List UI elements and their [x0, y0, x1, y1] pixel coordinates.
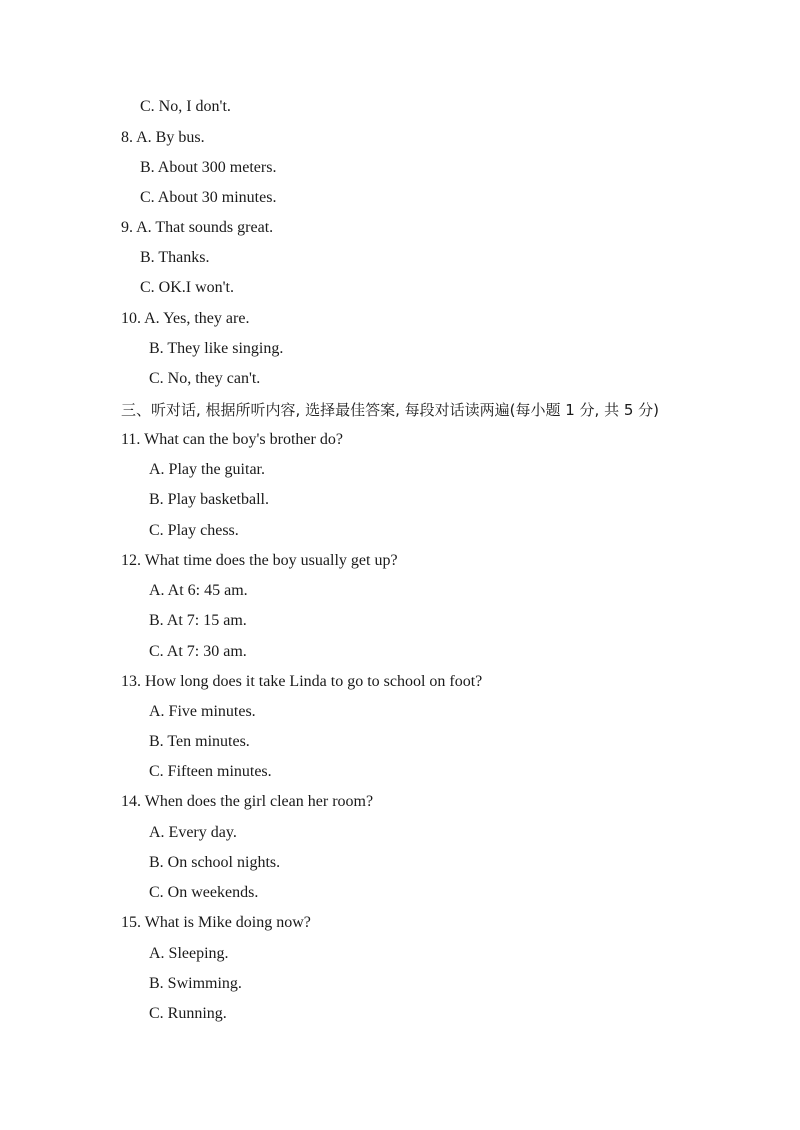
option-12a: A. At 6: 45 am.: [149, 582, 248, 599]
option-10b: B. They like singing.: [149, 340, 284, 357]
option-15b: B. Swimming.: [149, 975, 242, 992]
question-10: 10. A. Yes, they are.: [121, 310, 250, 327]
option-7c: C. No, I don't.: [140, 98, 231, 115]
question-12: 12. What time does the boy usually get up?: [121, 552, 398, 569]
option-15c: C. Running.: [149, 1005, 227, 1022]
option-15a: A. Sleeping.: [149, 945, 229, 962]
option-14c: C. On weekends.: [149, 884, 259, 901]
option-13a: A. Five minutes.: [149, 703, 256, 720]
option-10c: C. No, they can't.: [149, 370, 261, 387]
option-12c: C. At 7: 30 am.: [149, 643, 247, 660]
section-three-heading: 三、听对话, 根据所听内容, 选择最佳答案, 每段对话读两遍(每小题 1 分, 共 5 分): [121, 401, 660, 419]
option-14b: B. On school nights.: [149, 854, 281, 871]
question-8: 8. A. By bus.: [121, 129, 205, 146]
option-8b: B. About 300 meters.: [140, 159, 277, 176]
option-11c: C. Play chess.: [149, 522, 239, 539]
option-14a: A. Every day.: [149, 824, 237, 841]
question-14: 14. When does the girl clean her room?: [121, 793, 374, 810]
option-11a: A. Play the guitar.: [149, 461, 265, 478]
option-9b: B. Thanks.: [140, 249, 210, 266]
option-13b: B. Ten minutes.: [149, 733, 250, 750]
option-8c: C. About 30 minutes.: [140, 189, 277, 206]
option-11b: B. Play basketball.: [149, 491, 269, 508]
question-15: 15. What is Mike doing now?: [121, 914, 311, 931]
option-9c: C. OK.I won't.: [140, 279, 234, 296]
option-12b: B. At 7: 15 am.: [149, 612, 247, 629]
question-9: 9. A. That sounds great.: [121, 219, 274, 236]
option-13c: C. Fifteen minutes.: [149, 763, 272, 780]
question-13: 13. How long does it take Linda to go to school on foot?: [121, 673, 483, 690]
question-11: 11. What can the boy's brother do?: [121, 431, 343, 448]
